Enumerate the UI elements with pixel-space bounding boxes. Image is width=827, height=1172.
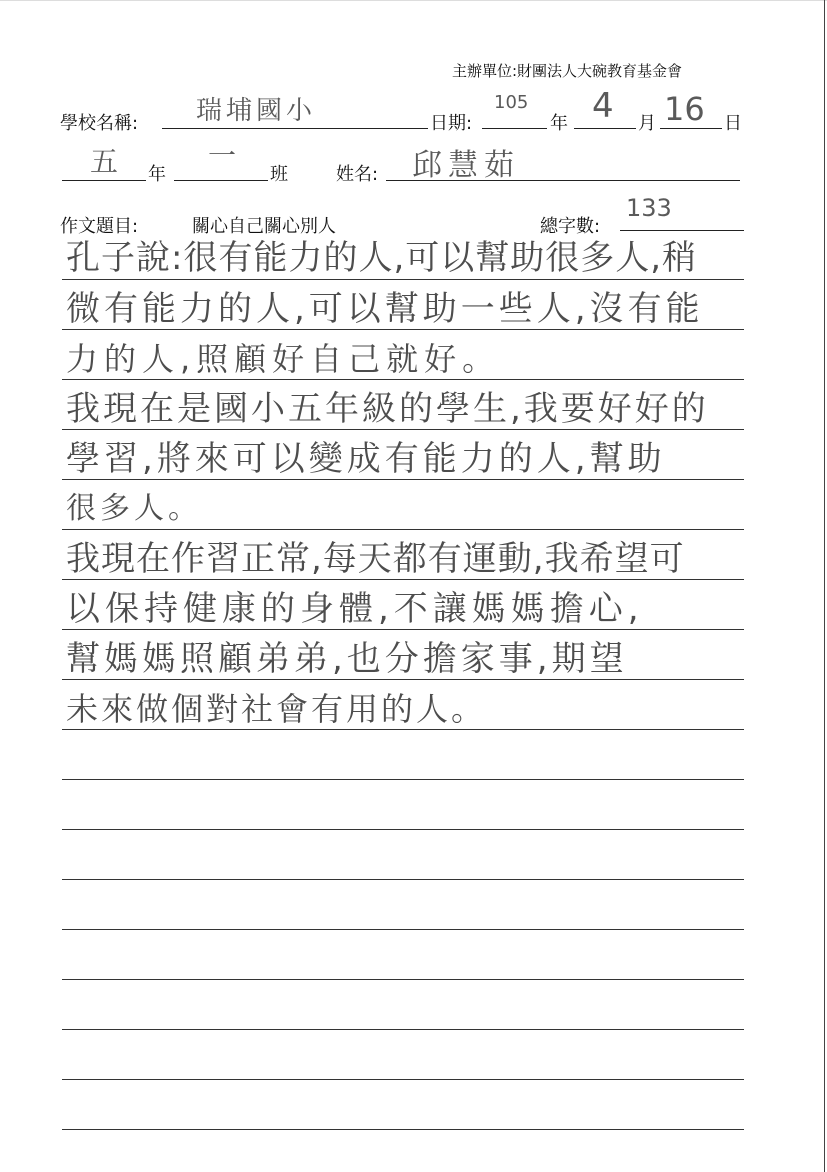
class-value: 一 [208, 139, 237, 172]
ruled-line [62, 429, 744, 430]
essay-line-10: 未來做個對社會有用的人。 [66, 690, 487, 728]
date-month: 4 [592, 86, 614, 126]
organizer-label: 主辦單位:財團法人大碗教育基金會 [452, 62, 683, 80]
year-label: 年 [550, 113, 568, 134]
date-label: 日期: [430, 113, 473, 134]
page-edge-top [0, 0, 827, 5]
ruled-line [62, 1129, 744, 1130]
ruled-line [62, 779, 744, 780]
essay-line-7: 我現在作習正常,每天都有運動,我希望可 [66, 539, 685, 579]
wordcount-underline [620, 230, 744, 231]
school-label: 學校名稱: [60, 113, 139, 134]
essay-line-2: 微有能力的人,可以幫助一些人,沒有能 [66, 289, 704, 329]
month-underline [574, 128, 636, 129]
essay-line-6: 很多人。 [66, 491, 202, 526]
date-day: 16 [664, 90, 705, 128]
name-value: 邱慧茹 [412, 148, 520, 183]
page-edge-right [824, 0, 825, 1172]
grade-label: 年 [148, 164, 166, 185]
wordcount-value: 133 [626, 194, 672, 222]
topic-label: 作文題目: [60, 216, 139, 237]
ruled-line [62, 379, 744, 380]
ruled-line [62, 829, 744, 830]
ruled-line [62, 729, 744, 730]
year-underline [482, 128, 547, 129]
essay-line-4: 我現在是國小五年級的學生,我要好好的 [66, 389, 709, 429]
ruled-line [62, 879, 744, 880]
ruled-line [62, 929, 744, 930]
name-label: 姓名: [336, 164, 379, 185]
month-label: 月 [638, 113, 656, 134]
date-year: 105 [494, 92, 529, 113]
ruled-line [62, 579, 744, 580]
ruled-line [62, 329, 744, 330]
essay-line-3: 力的人,照顧好自己就好。 [66, 340, 501, 378]
grade-value: 五 [90, 145, 119, 178]
wordcount-label: 總字數: [540, 216, 601, 237]
essay-line-1: 孔子說:很有能力的人,可以幫助很多人,稍 [66, 238, 698, 278]
essay-line-8: 以保持健康的身體,不讓媽媽擔心, [66, 589, 644, 629]
ruled-line [62, 979, 744, 980]
class-underline [174, 180, 268, 181]
grade-underline [62, 180, 146, 181]
ruled-line [62, 679, 744, 680]
topic-value: 關心自己關心別人 [192, 216, 336, 237]
day-underline [660, 128, 722, 129]
school-underline [162, 128, 428, 129]
ruled-line [62, 1079, 744, 1080]
day-label: 日 [724, 113, 742, 134]
ruled-line [62, 1029, 744, 1030]
ruled-line [62, 529, 744, 530]
class-label: 班 [270, 164, 288, 185]
ruled-line [62, 629, 744, 630]
school-value: 瑞埔國小 [196, 96, 317, 126]
ruled-line [62, 479, 744, 480]
essay-line-9: 幫媽媽照顧弟弟,也分擔家事,期望 [66, 639, 628, 679]
ruled-line [62, 279, 744, 280]
essay-line-5: 學習,將來可以變成有能力的人,幫助 [66, 439, 666, 479]
